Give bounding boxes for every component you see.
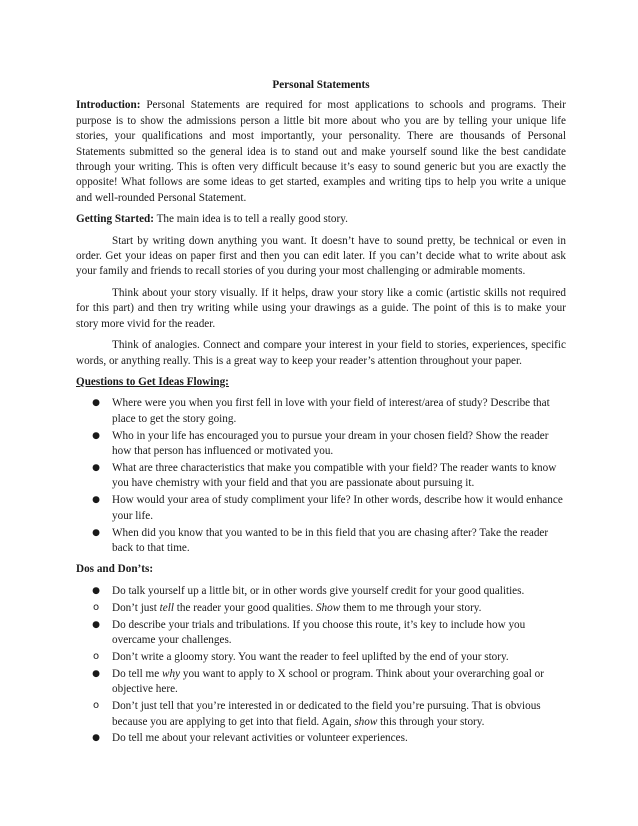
item-text: Don’t write a gloomy story. You want the reader to feel uplifted by the end of your story. [112, 650, 509, 663]
list-item: ● What are three characteristics that make you compatible with your field? The reader wants to know you have chemistry with your field and that you are passionate about pursuing it. [76, 461, 566, 492]
item-text: Do tell me [112, 667, 163, 680]
do-item [76, 731, 566, 746]
do-item [76, 618, 566, 649]
item-text: the reader your good qualities. [173, 601, 316, 614]
bullet-icon: ● [92, 733, 100, 744]
bullet-icon: ● [92, 462, 100, 473]
item-text: them to me through your story. [340, 601, 482, 614]
body-paragraph: Think about your story visually. If it helps, draw your story like a comic (artistic skills not required for this part) and then try writing while using your drawings as a guide. The point of this is to make your story more vivid for the reader. [76, 286, 566, 330]
dont-item [76, 601, 566, 616]
bullet-icon: ● [92, 527, 100, 538]
dos-donts-list [76, 584, 566, 747]
item-text: Do talk yourself up a little bit, or in other words give yourself credit for your good qualities. [112, 584, 525, 597]
emphasis-text: why [162, 667, 181, 680]
do-item [76, 667, 566, 698]
hollow-bullet-icon: o [92, 700, 100, 712]
intro-text: Personal Statements are required for most applications to schools and programs. Their purpose is to show the admissions person a little bit more about who you are by telling your unique life stories, your qualifications and most importantly, your personality. There are thousands of Personal Statements submitted so the general idea is to stand out and make yourself sound like the best candidate through your writing. This is often very difficult because it’s easy to sound generic but you are exactly the opposite! What follows are some ideas to get started, examples and writing tips to help you write a unique and well-rounded Personal Statement. [76, 99, 566, 204]
item-text: you want to apply to X school or program. Think about your overarching goal or objective here. [112, 667, 544, 696]
bullet-icon: ● [92, 398, 100, 409]
page-title: Personal Statements [272, 79, 370, 91]
questions-heading: Questions to Get Ideas Flowing: [76, 375, 229, 388]
list-item: ● When did you know that you wanted to be in this field that you are chasing after? Take the reader back to that time. [76, 526, 566, 557]
item-text: Do describe your trials and tribulations. If you choose this route, it’s key to include how you overcame your challenges. [112, 618, 526, 646]
item-text: Do tell me about your relevant activities or volunteer experiences. [112, 732, 408, 745]
getting-started-label: Getting Started: [76, 213, 154, 226]
bullet-icon: ● [92, 585, 100, 596]
questions-list [76, 396, 566, 556]
body-paragraph: Start by writing down anything you want. It doesn’t have to sound pretty, be technical or even in order. Get your ideas on paper first and then you can edit later. If you can’t decide what to write about ask your family and friends to recall stories of you during your most challenging or admirable moments. [76, 234, 566, 278]
bullet-icon: ● [92, 668, 100, 679]
intro-label: Introduction: [76, 99, 141, 112]
getting-started-paragraph [76, 212, 566, 227]
body-paragraph: Think of analogies. Connect and compare your interest in your field to stories, experiences, specific words, or anything really. This is a great way to keep your reader’s attention throughout your paper. [76, 339, 566, 367]
intro-paragraph [76, 98, 566, 206]
emphasis-text: tell [159, 601, 174, 614]
hollow-bullet-icon: o [92, 601, 100, 613]
list-item: ● Who in your life has encouraged you to pursue your dream in your chosen field? Show the reader how that person has influenced or motivated you. [76, 429, 566, 460]
dont-item [76, 699, 566, 730]
list-item: ● Where were you when you first fell in love with your field of interest/area of study? Describe that place to get the story going. [76, 396, 566, 427]
item-text: Don’t just [112, 601, 160, 614]
item-text: this through your story. [377, 715, 485, 728]
bullet-icon: ● [92, 619, 100, 630]
getting-started-text: The main idea is to tell a really good story. [154, 213, 348, 226]
hollow-bullet-icon: o [92, 650, 100, 662]
bullet-icon: ● [92, 430, 100, 441]
do-item [76, 584, 566, 599]
list-item: ● How would your area of study compliment your life? In other words, describe how it would enhance your life. [76, 493, 566, 524]
emphasis-text: Show [315, 601, 341, 614]
item-text: Don’t just tell that you’re interested in or dedicated to the field you’re pursuing. That is obvious because you are applying to get into that field. Again, [112, 700, 541, 728]
dos-donts-heading: Dos and Don’ts: [76, 563, 154, 576]
emphasis-text: show [354, 715, 378, 728]
bullet-icon: ● [92, 495, 100, 506]
dont-item [76, 650, 566, 665]
